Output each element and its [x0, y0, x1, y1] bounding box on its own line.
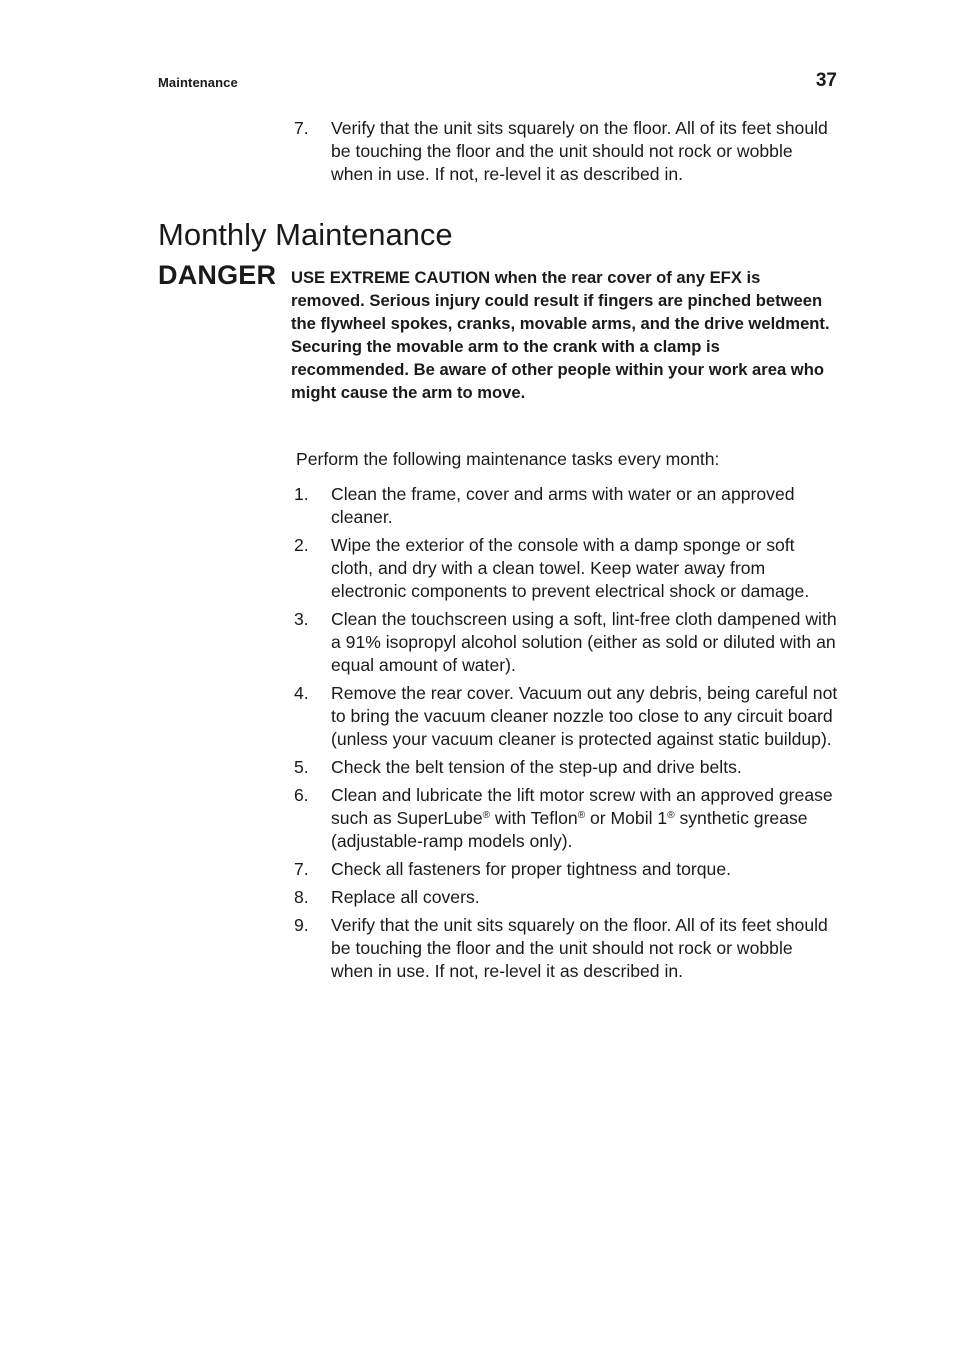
item-text: Verify that the unit sits squarely on the floor. All of its feet should be touching the floor and the unit should not rock or wobble when in use. If not, re-level it as described in. [331, 118, 828, 184]
item-text: Check all fasteners for proper tightness and torque. [331, 859, 731, 879]
item-number: 6. [294, 785, 309, 805]
registered-mark: ® [482, 810, 490, 821]
item-number: 8. [294, 887, 309, 907]
intro-text: Perform the following maintenance tasks every month: [296, 449, 720, 469]
danger-warning-text: USE EXTREME CAUTION when the rear cover of any EFX is removed. Serious injury could result if fingers are pinched between the flywheel spokes, cranks, movable arms, and the drive weldment. Securing the movable arm to the crank with a clamp is recommended. Be aware of other people within your work area who might cause the arm to move. [291, 268, 830, 402]
registered-mark: ® [667, 810, 675, 821]
page-number: 37 [815, 70, 837, 91]
list-item [294, 608, 839, 677]
item-number: 2. [294, 535, 309, 555]
item-text: Remove the rear cover. Vacuum out any debris, being careful not to bring the vacuum cleaner nozzle too close to any circuit board (unless your vacuum cleaner is protected against static buildup). [331, 683, 838, 749]
item-text: Verify that the unit sits squarely on the floor. All of its feet should be touching the floor and the unit should not rock or wobble when in use. If not, re-level it as described in. [331, 915, 828, 981]
section-title: Monthly Maintenance [158, 217, 453, 252]
list-item [294, 756, 839, 779]
monthly-tasks-list [294, 483, 839, 988]
item-text: Check the belt tension of the step-up and drive belts. [331, 757, 742, 777]
item-number: 7. [294, 118, 309, 138]
list-item [294, 914, 839, 983]
text-run: synthetic grease (adjustable-ramp models only). [331, 808, 808, 851]
item-number: 3. [294, 609, 309, 629]
text-run: Clean and lubricate the lift motor screw with an approved grease such as SuperLube [331, 785, 833, 828]
item-text: Wipe the exterior of the console with a damp sponge or soft cloth, and dry with a clean towel. Keep water away from electronic components to prevent electrical shock or damage. [331, 535, 810, 601]
item-number: 5. [294, 757, 309, 777]
previous-steps-list [294, 117, 839, 191]
item-text [331, 785, 833, 851]
item-text: Clean the frame, cover and arms with water or an approved cleaner. [331, 484, 795, 527]
text-run: with Teflon [489, 808, 578, 828]
item-number: 7. [294, 859, 309, 879]
list-item [294, 784, 839, 853]
item-text: Replace all covers. [331, 887, 480, 907]
list-item [294, 483, 839, 529]
section-label: Maintenance [158, 75, 238, 90]
list-item [294, 886, 839, 909]
list-item [294, 534, 839, 603]
item-number: 4. [294, 683, 309, 703]
item-number: 9. [294, 915, 309, 935]
text-run: or Mobil 1 [585, 808, 668, 828]
registered-mark: ® [577, 810, 586, 821]
list-item [294, 858, 839, 881]
item-text: Clean the touchscreen using a soft, lint-free cloth dampened with a 91% isopropyl alcohol solution (either as sold or diluted with an equal amount of water). [331, 609, 837, 675]
item-number: 1. [294, 484, 309, 504]
list-item [294, 682, 839, 751]
list-item [294, 117, 839, 186]
danger-label: DANGER [158, 260, 277, 290]
